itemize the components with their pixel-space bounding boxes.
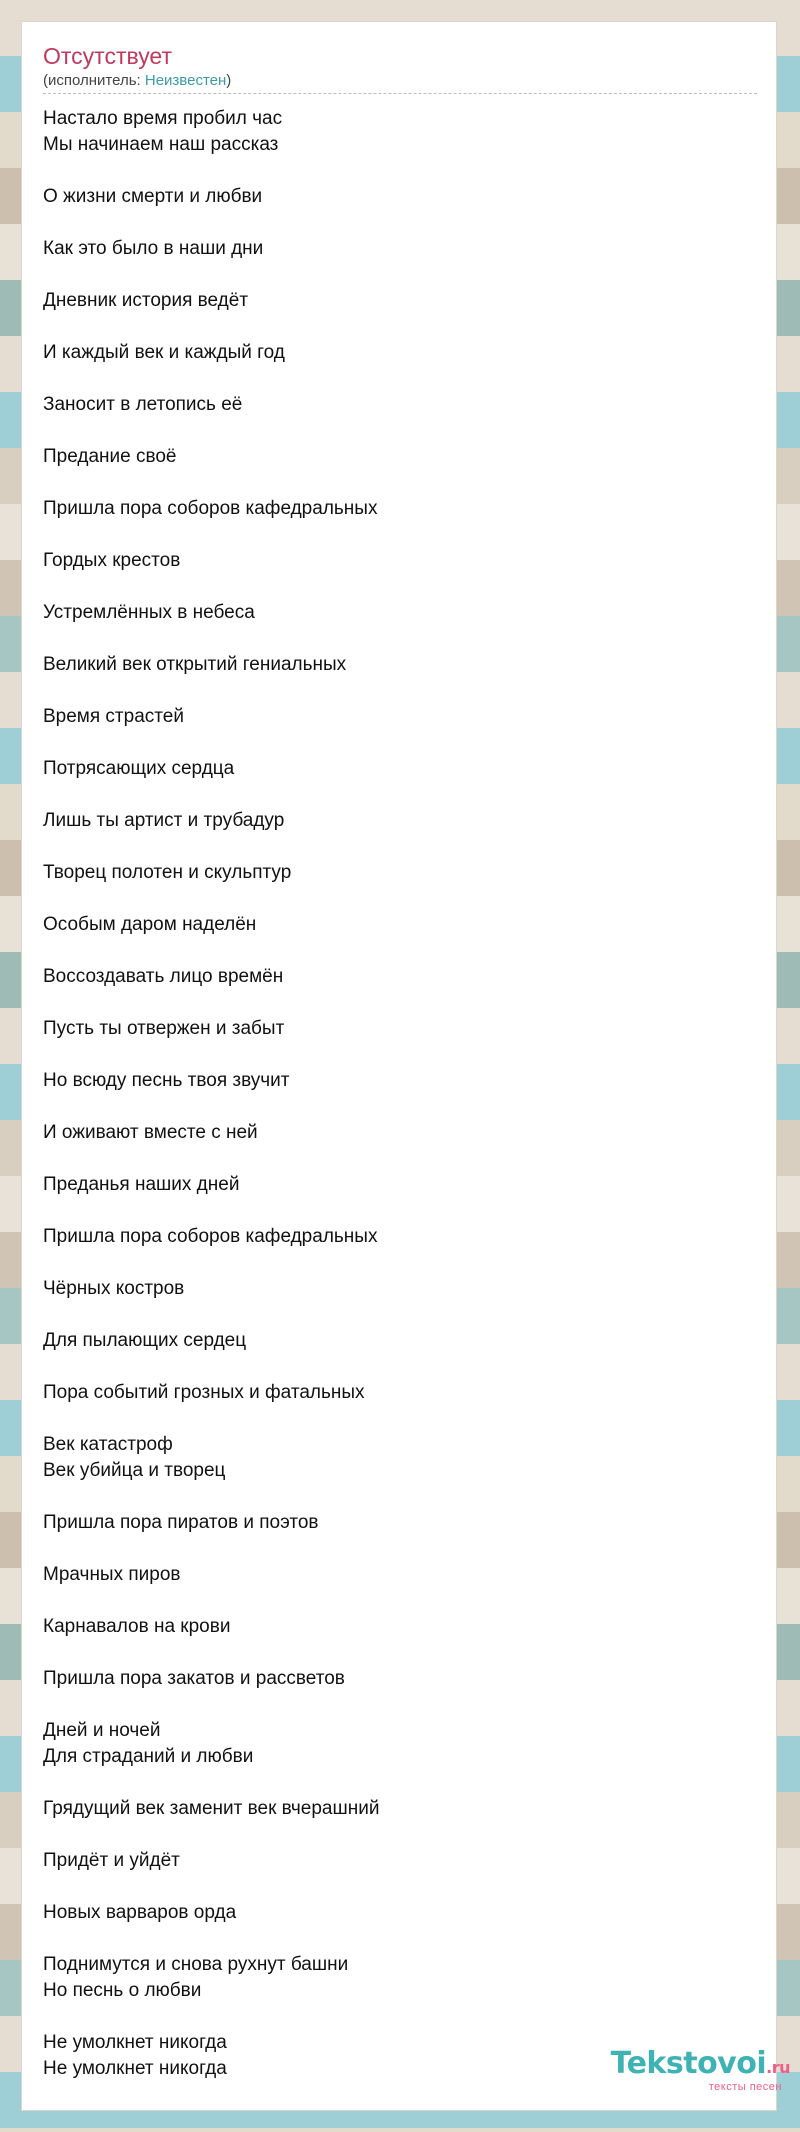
lyrics-text bbox=[43, 106, 743, 2108]
lyrics-verse bbox=[43, 756, 743, 782]
lyrics-line: Предание своё bbox=[43, 446, 177, 467]
lyrics-line: Дневник история ведёт bbox=[43, 290, 249, 311]
lyrics-line: Пришла пора соборов кафедральных bbox=[43, 498, 378, 519]
lyrics-line: Не умолкнет никогда bbox=[43, 2058, 227, 2079]
lyrics-line: Лишь ты артист и трубадур bbox=[43, 810, 285, 831]
lyrics-verse bbox=[43, 1276, 743, 1302]
lyrics-line: Пусть ты отвержен и забыт bbox=[43, 1018, 285, 1039]
lyrics-verse bbox=[43, 548, 743, 574]
lyrics-line: Гордых крестов bbox=[43, 550, 181, 571]
lyrics-line: Творец полотен и скульптур bbox=[43, 862, 292, 883]
lyrics-verse bbox=[43, 1120, 743, 1146]
lyrics-line: Особым даром наделён bbox=[43, 914, 257, 935]
lyrics-verse bbox=[43, 1016, 743, 1042]
lyrics-verse bbox=[43, 106, 743, 158]
lyrics-line: Как это было в наши дни bbox=[43, 238, 264, 259]
lyrics-line: Для страданий и любви bbox=[43, 1746, 254, 1767]
lyrics-verse bbox=[43, 392, 743, 418]
lyrics-verse bbox=[43, 184, 743, 210]
lyrics-line: Время страстей bbox=[43, 706, 184, 727]
lyrics-verse bbox=[43, 860, 743, 886]
lyrics-line: Пора событий грозных и фатальных bbox=[43, 1382, 365, 1403]
lyrics-verse bbox=[43, 1068, 743, 1094]
lyrics-line: Пришла пора закатов и рассветов bbox=[43, 1668, 345, 1689]
artist-prefix: (исполнитель: bbox=[43, 72, 145, 89]
lyrics-verse bbox=[43, 600, 743, 626]
artist-line bbox=[43, 72, 231, 90]
lyrics-verse bbox=[43, 236, 743, 262]
lyrics-line: Для пылающих сердец bbox=[43, 1330, 247, 1351]
lyrics-verse bbox=[43, 1432, 743, 1484]
site-logo[interactable] bbox=[590, 2047, 790, 2093]
logo-tld: .ru bbox=[766, 2058, 790, 2077]
lyrics-line: Мы начинаем наш рассказ bbox=[43, 134, 279, 155]
lyrics-line: Век убийца и творец bbox=[43, 1460, 226, 1481]
lyrics-line: Настало время пробил час bbox=[43, 108, 283, 129]
lyrics-line: И каждый век и каждый год bbox=[43, 342, 285, 363]
lyrics-verse bbox=[43, 1718, 743, 1770]
song-title: Отсутствует bbox=[43, 43, 172, 69]
lyrics-verse bbox=[43, 1952, 743, 2004]
lyrics-verse bbox=[43, 1614, 743, 1640]
lyrics-line: Пришла пора пиратов и поэтов bbox=[43, 1512, 319, 1533]
lyrics-line: Но песнь о любви bbox=[43, 1980, 202, 2001]
lyrics-line: Мрачных пиров bbox=[43, 1564, 181, 1585]
lyrics-line: Потрясающих сердца bbox=[43, 758, 235, 779]
lyrics-line: Дней и ночей bbox=[43, 1720, 161, 1741]
lyrics-line: Новых варваров орда bbox=[43, 1902, 237, 1923]
lyrics-verse bbox=[43, 340, 743, 366]
lyrics-line: Пришла пора соборов кафедральных bbox=[43, 1226, 378, 1247]
lyrics-line: Преданья наших дней bbox=[43, 1174, 240, 1195]
lyrics-line: Карнавалов на крови bbox=[43, 1616, 231, 1637]
lyrics-line: Не умолкнет никогда bbox=[43, 2032, 227, 2053]
lyrics-verse bbox=[43, 444, 743, 470]
logo-tagline: тексты песен bbox=[708, 2081, 782, 2093]
lyrics-line: Придёт и уйдёт bbox=[43, 1850, 180, 1871]
logo-wordmark bbox=[590, 2047, 790, 2085]
lyrics-verse bbox=[43, 1328, 743, 1354]
lyrics-verse bbox=[43, 288, 743, 314]
lyrics-verse bbox=[43, 1848, 743, 1874]
lyrics-verse bbox=[43, 1796, 743, 1822]
lyrics-line: Век катастроф bbox=[43, 1434, 173, 1455]
lyrics-line: Грядущий век заменит век вчерашний bbox=[43, 1798, 380, 1819]
lyrics-line: Устремлённых в небеса bbox=[43, 602, 255, 623]
lyrics-card bbox=[21, 21, 777, 2111]
lyrics-line: Заносит в летопись её bbox=[43, 394, 243, 415]
artist-link[interactable]: Неизвестен bbox=[144, 72, 227, 89]
artist-suffix: ) bbox=[226, 72, 232, 89]
lyrics-verse bbox=[43, 1172, 743, 1198]
lyrics-verse bbox=[43, 1666, 743, 1692]
lyrics-line: И оживают вместе с ней bbox=[43, 1122, 258, 1143]
lyrics-line: Чёрных костров bbox=[43, 1278, 185, 1299]
logo-main-text: Tekstovoi bbox=[610, 2046, 767, 2081]
lyrics-verse bbox=[43, 1900, 743, 1926]
lyrics-line: Поднимутся и снова рухнут башни bbox=[43, 1954, 349, 1975]
lyrics-verse bbox=[43, 652, 743, 678]
lyrics-verse bbox=[43, 912, 743, 938]
lyrics-verse bbox=[43, 704, 743, 730]
lyrics-line: Воссоздавать лицо времён bbox=[43, 966, 284, 987]
lyrics-verse bbox=[43, 808, 743, 834]
lyrics-verse bbox=[43, 1224, 743, 1250]
lyrics-line: Великий век открытий гениальных bbox=[43, 654, 347, 675]
lyrics-verse bbox=[43, 1510, 743, 1536]
lyrics-verse bbox=[43, 964, 743, 990]
title-divider bbox=[43, 93, 757, 94]
lyrics-line: О жизни смерти и любви bbox=[43, 186, 263, 207]
lyrics-verse bbox=[43, 1562, 743, 1588]
lyrics-line: Но всюду песнь твоя звучит bbox=[43, 1070, 290, 1091]
lyrics-verse bbox=[43, 1380, 743, 1406]
lyrics-verse bbox=[43, 496, 743, 522]
